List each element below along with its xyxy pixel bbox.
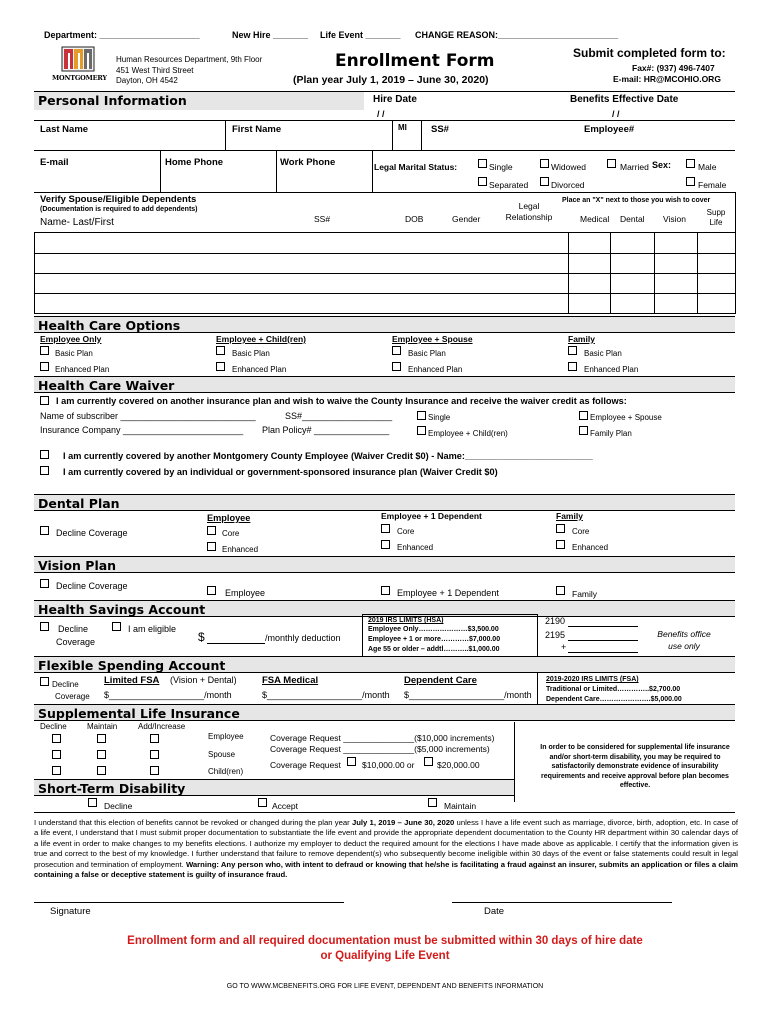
waiver-option2-checkbox[interactable] (40, 450, 49, 459)
male-checkbox[interactable] (686, 159, 695, 168)
family-label: Family (568, 334, 595, 344)
employee-spouse-basic-checkbox[interactable] (392, 346, 401, 355)
benefits-office-use-only: Benefits office use only (657, 629, 711, 651)
fsa-decline-checkbox[interactable] (40, 677, 49, 686)
first-name-label: First Name (232, 124, 282, 135)
logo-text: MONTGOMERY (52, 74, 107, 82)
vision-plan-heading: Vision Plan (34, 556, 735, 573)
flexible-spending-account-heading: Flexible Spending Account (34, 656, 735, 673)
waiver-option3-checkbox[interactable] (40, 466, 49, 475)
insurance-company-field[interactable]: Insurance Company ________________________ (40, 425, 244, 435)
enhanced-plan-label: Enhanced Plan (584, 365, 639, 374)
waiver-single-checkbox[interactable] (417, 411, 426, 420)
dental-column: Dental (620, 214, 645, 224)
legal-text-part1: I understand that this election of benefits cannot be revoked or changed during the plan year (34, 818, 352, 827)
dental-core-label: Core (572, 527, 590, 536)
code-2195: 2195 (545, 630, 566, 640)
employee-only-label: Employee Only (40, 334, 102, 344)
life-spouse-decline-checkbox[interactable] (52, 750, 61, 759)
children-10k-checkbox[interactable] (347, 757, 356, 766)
dental-enhanced-label: Enhanced (572, 543, 609, 552)
basic-plan-label: Basic Plan (584, 349, 622, 358)
life-add-column: Add/Increase (138, 722, 186, 731)
widowed-checkbox[interactable] (540, 159, 549, 168)
children-20k-checkbox[interactable] (424, 757, 433, 766)
life-children-decline-checkbox[interactable] (52, 766, 61, 775)
std-maintain-checkbox[interactable] (428, 798, 437, 807)
insurability-notice: In order to be considered for supplemental life insurance and/or short-term disability, you may be required to satisfactorily demonstrate evidence of insurability requirements and receive approval before plan becomes effective. (540, 744, 730, 789)
dependent-relationship-column: Legal Relationship (505, 201, 553, 222)
org-address-line1: Human Resources Department, 9th Floor (116, 55, 263, 64)
male-label: Male (698, 162, 717, 172)
life-children-label: Child(ren) (208, 767, 244, 776)
hsa-decline-label: Decline (58, 624, 89, 634)
employee-coverage-request[interactable]: Coverage Request _______________($10,000 increments) (270, 733, 495, 743)
dental-family-core-checkbox[interactable] (556, 524, 565, 533)
hire-date-label: Hire Date (373, 94, 417, 105)
dental-core-label: Core (397, 527, 415, 536)
female-label: Female (698, 180, 727, 190)
life-employee-add-checkbox[interactable] (150, 734, 159, 743)
dental-family-label: Family (556, 511, 583, 521)
dependents-heading: Verify Spouse/Eligible Dependents (40, 194, 197, 205)
widowed-label: Widowed (551, 162, 586, 172)
life-employee-maintain-checkbox[interactable] (97, 734, 106, 743)
children-20k-label: $20,000.00 (437, 760, 480, 770)
dental-family-enhanced-checkbox[interactable] (556, 540, 565, 549)
divorced-label: Divorced (551, 180, 585, 190)
vision-employee-label: Employee (225, 588, 266, 598)
hsa-decline-checkbox[interactable] (40, 622, 49, 631)
subscriber-name-field[interactable]: Name of subscriber ___________________________ (40, 411, 256, 421)
limited-fsa-note: (Vision + Dental) (170, 675, 237, 685)
hsa-monthly-deduction-label[interactable]: /monthly deduction (265, 633, 341, 643)
employee-only-enhanced-checkbox[interactable] (40, 362, 49, 371)
supplemental-life-heading: Supplemental Life Insurance (34, 704, 735, 721)
enhanced-plan-label: Enhanced Plan (408, 365, 463, 374)
dental-enhanced-label: Enhanced (222, 545, 259, 554)
female-checkbox[interactable] (686, 177, 695, 186)
date-line[interactable] (452, 902, 672, 903)
hsa-limit-employee-plus: Employee + 1 or more…………$7,000.00 (368, 636, 501, 643)
home-phone-label: Home Phone (165, 157, 224, 168)
waiver-employee-spouse-checkbox[interactable] (579, 411, 588, 420)
employee-spouse-label: Employee + Spouse (392, 334, 473, 344)
dental-dependent-core-checkbox[interactable] (381, 524, 390, 533)
std-maintain-label: Maintain (444, 801, 477, 811)
fsa-limits-title: 2019-2020 IRS LIMITS (FSA) (546, 676, 639, 683)
new-hire-field[interactable]: New Hire _______ (232, 30, 309, 40)
hsa-coverage-label: Coverage (56, 637, 96, 647)
marital-status-label: Legal Marital Status: (374, 162, 458, 172)
waiver-option1-checkbox[interactable] (40, 396, 49, 405)
life-children-maintain-checkbox[interactable] (97, 766, 106, 775)
life-spouse-add-checkbox[interactable] (150, 750, 159, 759)
dependent-care-label: Dependent Care (404, 675, 477, 686)
legal-text-part2: unless I have a life event such as marriage, divorce, birth, adoption, etc. In case of a life event, I understand that I must submit proper documentation to substantiate the life event and provide the appropriate dependent documentation to the County HR department within 30 calendar days of a life event in order to make changes to my benefits elections. I authorize my employer to deduct the required amount for the elections I have made above as applicable. I certify that the information given is true and correct to the best of my knowledge. I further understand that failure to remove dependent(s) who subsequently become ineligible within 30 days of the event or false statements could result in legal prosecution and termination of employment. (34, 818, 739, 869)
employee-children-enhanced-checkbox[interactable] (216, 362, 225, 371)
submission-deadline-line1: Enrollment form and all required documentation must be submitted within 30 days of hire date (127, 935, 643, 947)
work-phone-label: Work Phone (280, 157, 336, 168)
sex-label: Sex: (652, 160, 672, 170)
divorced-checkbox[interactable] (540, 177, 549, 186)
children-coverage-request: Coverage Request (270, 760, 341, 770)
plus-sign: + (561, 642, 567, 652)
dental-employee-enhanced-checkbox[interactable] (207, 542, 216, 551)
life-spouse-label: Spouse (208, 750, 236, 759)
dental-enhanced-label: Enhanced (397, 543, 434, 552)
dental-employee-core-checkbox[interactable] (207, 526, 216, 535)
signature-line[interactable] (34, 902, 344, 903)
life-employee-label: Employee (208, 732, 244, 741)
hsa-limits-title: 2019 IRS LIMITS (HSA) (368, 617, 444, 624)
mi-label: MI (398, 123, 407, 132)
waiver-option1-text: I am currently covered on another insurance plan and wish to waive the County Insurance and receive the waiver credit as follows: (56, 396, 627, 406)
life-children-add-checkbox[interactable] (150, 766, 159, 775)
hire-date-slashes[interactable]: / / (377, 109, 385, 119)
vision-decline-label: Decline Coverage (56, 581, 128, 591)
dental-decline-label: Decline Coverage (56, 528, 128, 538)
vision-decline-checkbox[interactable] (40, 579, 49, 588)
org-address-line2: 451 West Third Street (116, 66, 194, 75)
dental-dependent-enhanced-checkbox[interactable] (381, 540, 390, 549)
dental-employee-label: Employee (207, 513, 251, 523)
change-reason-field[interactable]: CHANGE REASON:________________________ (415, 30, 619, 40)
dependent-rows[interactable] (35, 233, 568, 313)
submit-heading: Submit completed form to: (573, 46, 726, 60)
fsa-decline-label: Decline (52, 680, 79, 689)
medical-column: Medical (580, 214, 610, 224)
vision-employee-checkbox[interactable] (207, 586, 216, 595)
separated-label: Separated (489, 180, 529, 190)
code-2190: 2190 (545, 616, 566, 626)
dependent-dob-column: DOB (405, 214, 424, 224)
coverage-instruction: Place an "X" next to those you wish to cover (562, 197, 711, 204)
health-care-waiver-heading: Health Care Waiver (34, 376, 735, 393)
signature-label: Signature (50, 906, 91, 917)
employee-number-label: Employee# (584, 124, 635, 135)
std-accept-label: Accept (272, 801, 298, 811)
single-checkbox[interactable] (478, 159, 487, 168)
dependent-gender-column: Gender (452, 214, 481, 224)
life-employee-decline-checkbox[interactable] (52, 734, 61, 743)
org-address-line3: Dayton, OH 4542 (116, 76, 178, 85)
enhanced-plan-label: Enhanced Plan (232, 365, 287, 374)
department-field[interactable]: Department: ____________________ (44, 30, 200, 40)
hsa-eligible-checkbox[interactable] (112, 622, 121, 631)
dependent-care-amount[interactable]: $___________________/month (404, 690, 532, 700)
waiver-family-label: Family Plan (590, 429, 632, 438)
limited-fsa-amount[interactable]: $___________________/month (104, 690, 232, 700)
fsa-limit-dependent-care: Dependent Care………………….$5,000.00 (546, 696, 682, 703)
married-label: Married (620, 162, 649, 172)
dental-plan-heading: Dental Plan (34, 494, 735, 511)
waiver-option2-text: I am currently covered by another Montgomery County Employee (Waiver Credit $0) - Name:_________________________ (63, 451, 593, 461)
employee-spouse-enhanced-checkbox[interactable] (392, 362, 401, 371)
vision-family-checkbox[interactable] (556, 586, 565, 595)
submission-deadline-line2: or Qualifying Life Event (320, 950, 450, 962)
hsa-limit-employee-only: Employee Only…………………$3,500.00 (368, 626, 499, 633)
std-accept-checkbox[interactable] (258, 798, 267, 807)
std-decline-label: Decline (104, 801, 133, 811)
separated-checkbox[interactable] (478, 177, 487, 186)
dental-decline-checkbox[interactable] (40, 526, 49, 535)
basic-plan-label: Basic Plan (55, 349, 93, 358)
legal-certification-text (34, 818, 738, 880)
form-title: Enrollment Form (335, 51, 495, 71)
std-decline-checkbox[interactable] (88, 798, 97, 807)
effective-date-slashes[interactable]: / / (612, 109, 620, 119)
life-event-field[interactable]: Life Event _______ (320, 30, 401, 40)
vision-employee-dependent-checkbox[interactable] (381, 586, 390, 595)
dental-core-label: Core (222, 529, 240, 538)
fax-number: Fax#: (937) 496-7407 (632, 63, 715, 73)
dependent-ssn-column: SS# (314, 214, 331, 224)
family-enhanced-checkbox[interactable] (568, 362, 577, 371)
waiver-option3-text: I am currently covered by an individual or government-sponsored insurance plan (Waiver Credit $0) (63, 467, 498, 477)
waiver-single-label: Single (428, 413, 451, 422)
waiver-family-checkbox[interactable] (579, 426, 588, 435)
health-savings-account-heading: Health Savings Account (34, 600, 735, 617)
enhanced-plan-label: Enhanced Plan (55, 365, 110, 374)
married-checkbox[interactable] (607, 159, 616, 168)
subscriber-ssn-field[interactable]: SS#__________________ (285, 411, 393, 421)
health-care-options-heading: Health Care Options (34, 316, 735, 333)
employee-children-label: Employee + Child(ren) (216, 334, 306, 344)
fraud-warning: Warning: Any person who, with intent to defraud or knowing that he/she is facilitating a fraud against an insurer, submits an application or files a claim containing a false or deceptive statement is guilty of insurance fraud. (34, 859, 738, 880)
ssn-label: SS# (431, 124, 449, 135)
vision-employee-dependent-label: Employee + 1 Dependent (397, 588, 499, 598)
last-name-label: Last Name (40, 124, 89, 135)
children-10k-label: $10,000.00 or (362, 760, 415, 770)
dependent-name-column: Name- Last/First (40, 217, 114, 228)
basic-plan-label: Basic Plan (408, 349, 446, 358)
benefits-effective-date-label: Benefits Effective Date (570, 94, 679, 105)
hsa-dollar-sign: $ (198, 630, 205, 644)
life-decline-column: Decline (40, 722, 67, 731)
email-address: E-mail: HR@MCOHIO.ORG (613, 74, 721, 84)
supp-life-column: Supp Life (706, 208, 726, 227)
life-maintain-column: Maintain (87, 722, 118, 731)
family-basic-checkbox[interactable] (568, 346, 577, 355)
hsa-eligible-label: I am eligible (128, 624, 177, 634)
legal-plan-dates: July 1, 2019 – June 30, 2020 (351, 818, 455, 827)
dependents-note: (Documentation is required to add dependents) (40, 206, 198, 213)
basic-plan-label: Basic Plan (232, 349, 270, 358)
employee-only-basic-checkbox[interactable] (40, 346, 49, 355)
waiver-employee-children-checkbox[interactable] (417, 426, 426, 435)
email-label: E-mail (40, 157, 69, 168)
personal-information-heading: Personal Information (38, 93, 187, 108)
dental-employee-dependent-label: Employee + 1 Dependent (381, 511, 482, 521)
plan-policy-field[interactable]: Plan Policy# _______________ (262, 425, 390, 435)
waiver-employee-spouse-label: Employee + Spouse (590, 413, 662, 422)
waiver-employee-children-label: Employee + Child(ren) (428, 429, 508, 438)
life-spouse-maintain-checkbox[interactable] (97, 750, 106, 759)
limited-fsa-label: Limited FSA (104, 675, 160, 686)
fsa-medical-label: FSA Medical (262, 675, 319, 686)
website-reference: GO TO WWW.MCBENEFITS.ORG FOR LIFE EVENT, DEPENDENT AND BENEFITS INFORMATION (226, 983, 544, 990)
vision-column: Vision (663, 214, 686, 224)
spouse-coverage-request[interactable]: Coverage Request _______________($5,000 increments) (270, 744, 490, 754)
hsa-limit-age55: Age 55 or older – addtl………..$1,000.00 (368, 646, 500, 653)
short-term-disability-heading: Short-Term Disability (34, 779, 514, 796)
single-label: Single (489, 162, 513, 172)
fsa-limit-traditional: Traditional or Limited…………..$2,700.00 (546, 686, 681, 693)
fsa-medical-amount[interactable]: $___________________/month (262, 690, 390, 700)
vision-family-label: Family (572, 589, 598, 599)
date-label: Date (484, 906, 505, 917)
montgomery-logo (52, 44, 107, 86)
employee-children-basic-checkbox[interactable] (216, 346, 225, 355)
plan-year-subtitle: (Plan year July 1, 2019 – June 30, 2020) (293, 74, 489, 86)
fsa-coverage-label: Coverage (55, 692, 90, 701)
